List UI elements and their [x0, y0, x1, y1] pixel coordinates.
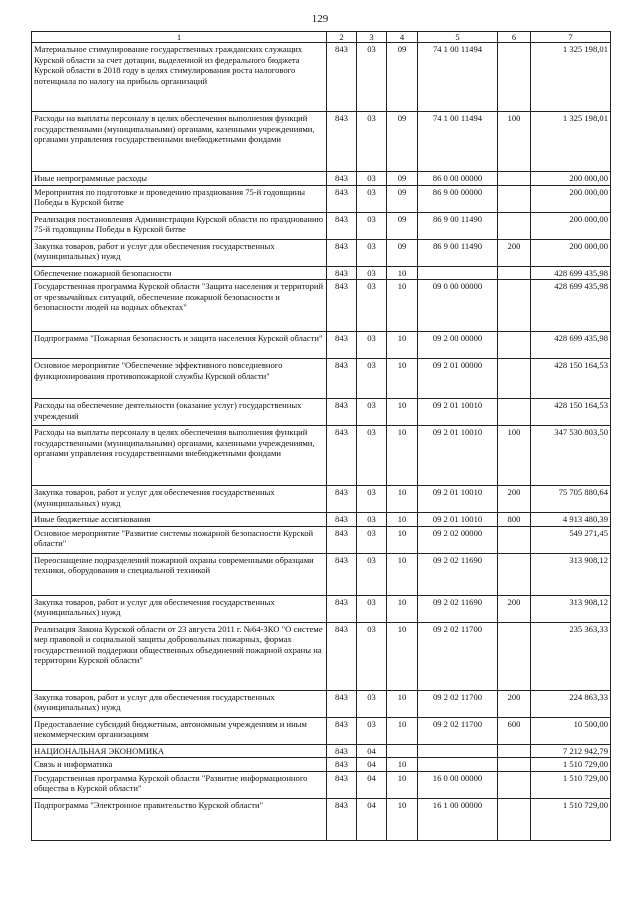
table-row — [32, 758, 611, 771]
row-amount: 428 699 435,98 — [531, 332, 611, 359]
row-amount: 224 863,33 — [531, 690, 611, 717]
table-row — [32, 513, 611, 526]
table-row — [32, 717, 611, 744]
row-expense-type — [498, 399, 531, 426]
row-target-article: 09 2 02 11700 — [418, 690, 498, 717]
table-row — [32, 112, 611, 172]
row-section-code: 04 — [357, 744, 387, 757]
row-section-code: 03 — [357, 212, 387, 239]
row-name: Подпрограмма "Электронное правительство Курской области" — [32, 798, 327, 840]
row-target-article: 09 2 01 10010 — [418, 513, 498, 526]
row-subsection-code: 10 — [387, 513, 418, 526]
row-grbs-code: 843 — [327, 332, 357, 359]
row-amount: 428 699 435,98 — [531, 266, 611, 279]
row-amount: 75 705 880,64 — [531, 486, 611, 513]
row-expense-type — [498, 526, 531, 553]
row-amount: 200 000,00 — [531, 185, 611, 212]
row-grbs-code: 843 — [327, 690, 357, 717]
row-expense-type: 200 — [498, 239, 531, 266]
row-expense-type — [498, 212, 531, 239]
row-subsection-code: 10 — [387, 399, 418, 426]
row-section-code: 03 — [357, 526, 387, 553]
table-row — [32, 172, 611, 185]
row-target-article: 74 1 00 11494 — [418, 112, 498, 172]
row-name: Подпрограмма "Пожарная безопасность и защита населения Курской области" — [32, 332, 327, 359]
row-name: Основное мероприятие "Развитие системы пожарной безопасности Курской области" — [32, 526, 327, 553]
page-number: 129 — [311, 13, 329, 25]
row-amount: 7 212 942,79 — [531, 744, 611, 757]
row-subsection-code: 10 — [387, 798, 418, 840]
row-amount: 428 150 164,53 — [531, 399, 611, 426]
row-grbs-code: 843 — [327, 486, 357, 513]
row-grbs-code: 843 — [327, 280, 357, 332]
row-target-article — [418, 744, 498, 757]
row-name: Расходы на обеспечение деятельности (оказание услуг) государственных учреждений — [32, 399, 327, 426]
table-row — [32, 212, 611, 239]
row-subsection-code: 10 — [387, 526, 418, 553]
row-amount: 1 510 729,00 — [531, 758, 611, 771]
row-target-article — [418, 266, 498, 279]
row-expense-type — [498, 622, 531, 690]
row-subsection-code: 10 — [387, 486, 418, 513]
row-section-code: 03 — [357, 553, 387, 595]
row-expense-type — [498, 43, 531, 112]
row-expense-type — [498, 798, 531, 840]
row-grbs-code: 843 — [327, 744, 357, 757]
row-target-article: 86 9 00 11490 — [418, 239, 498, 266]
row-name: Государственная программа Курской области "Защита населения и территорий от чрезвычайных ситуаций, обеспечение пожарной безопасности и безопасности людей на водных объектах" — [32, 280, 327, 332]
row-section-code: 03 — [357, 112, 387, 172]
table-row — [32, 744, 611, 757]
row-target-article: 16 0 00 00000 — [418, 771, 498, 798]
row-section-code: 03 — [357, 595, 387, 622]
row-section-code: 03 — [357, 359, 387, 399]
row-target-article: 09 2 01 10010 — [418, 486, 498, 513]
row-name: Мероприятия по подготовке и проведению празднования 75-й годовщины Победы в Курской битве — [32, 185, 327, 212]
row-expense-type — [498, 280, 531, 332]
row-grbs-code: 843 — [327, 717, 357, 744]
row-subsection-code: 09 — [387, 172, 418, 185]
row-section-code: 03 — [357, 513, 387, 526]
table-row — [32, 486, 611, 513]
table-row — [32, 185, 611, 212]
row-expense-type: 800 — [498, 513, 531, 526]
table-row — [32, 43, 611, 112]
row-section-code: 03 — [357, 185, 387, 212]
row-subsection-code: 10 — [387, 332, 418, 359]
row-amount: 313 908,12 — [531, 595, 611, 622]
table-row — [32, 426, 611, 486]
row-amount: 1 510 729,00 — [531, 798, 611, 840]
row-expense-type: 600 — [498, 717, 531, 744]
row-section-code: 03 — [357, 426, 387, 486]
column-header: 1 — [32, 32, 327, 43]
row-subsection-code: 10 — [387, 426, 418, 486]
row-subsection-code: 10 — [387, 280, 418, 332]
table-row — [32, 771, 611, 798]
table-row — [32, 332, 611, 359]
row-target-article: 09 2 02 11700 — [418, 622, 498, 690]
row-expense-type — [498, 172, 531, 185]
row-target-article: 86 9 00 11490 — [418, 212, 498, 239]
row-expense-type: 100 — [498, 426, 531, 486]
row-expense-type — [498, 185, 531, 212]
row-section-code: 03 — [357, 399, 387, 426]
row-grbs-code: 843 — [327, 112, 357, 172]
column-header: 2 — [327, 32, 357, 43]
row-subsection-code: 09 — [387, 185, 418, 212]
row-amount: 1 510 729,00 — [531, 771, 611, 798]
row-amount: 10 500,00 — [531, 717, 611, 744]
table-row — [32, 553, 611, 595]
row-expense-type: 200 — [498, 690, 531, 717]
row-subsection-code: 10 — [387, 771, 418, 798]
table-row — [32, 359, 611, 399]
row-section-code: 03 — [357, 280, 387, 332]
row-subsection-code: 09 — [387, 43, 418, 112]
row-name: Закупка товаров, работ и услуг для обеспечения государственных (муниципальных) нужд — [32, 690, 327, 717]
row-name: Закупка товаров, работ и услуг для обеспечения государственных (муниципальных) нужд — [32, 486, 327, 513]
row-target-article: 09 2 02 00000 — [418, 526, 498, 553]
row-name: Закупка товаров, работ и услуг для обеспечения государственных (муниципальных) нужд — [32, 595, 327, 622]
row-grbs-code: 843 — [327, 266, 357, 279]
row-target-article: 09 2 02 11690 — [418, 595, 498, 622]
row-grbs-code: 843 — [327, 526, 357, 553]
row-name: Предоставление субсидий бюджетным, автономным учреждениям и иным некоммерческим организациям — [32, 717, 327, 744]
row-subsection-code: 10 — [387, 622, 418, 690]
row-expense-type: 100 — [498, 112, 531, 172]
row-grbs-code: 843 — [327, 359, 357, 399]
row-expense-type — [498, 758, 531, 771]
row-expense-type — [498, 359, 531, 399]
row-target-article: 16 1 00 00000 — [418, 798, 498, 840]
row-name: Обеспечение пожарной безопасности — [32, 266, 327, 279]
row-expense-type — [498, 332, 531, 359]
row-subsection-code: 10 — [387, 690, 418, 717]
row-target-article — [418, 758, 498, 771]
row-name: Связь и информатика — [32, 758, 327, 771]
table-row — [32, 239, 611, 266]
row-name: Иные непрограммные расходы — [32, 172, 327, 185]
row-grbs-code: 843 — [327, 172, 357, 185]
row-name: Реализация постановления Администрации Курской области по празднованию 75-й годовщины Победы в Курской битве — [32, 212, 327, 239]
row-grbs-code: 843 — [327, 426, 357, 486]
row-grbs-code: 843 — [327, 595, 357, 622]
row-target-article: 09 0 00 00000 — [418, 280, 498, 332]
row-expense-type — [498, 771, 531, 798]
row-name: Расходы на выплаты персоналу в целях обеспечения выполнения функций государственными (муниципальными) органами, казенными учреждениями, органами управления государственными внебюджетными фондами — [32, 112, 327, 172]
row-amount: 200 000,00 — [531, 172, 611, 185]
row-subsection-code: 10 — [387, 553, 418, 595]
row-target-article: 86 0 00 00000 — [418, 172, 498, 185]
table-row — [32, 595, 611, 622]
column-header: 7 — [531, 32, 611, 43]
row-section-code: 03 — [357, 622, 387, 690]
row-section-code: 03 — [357, 486, 387, 513]
column-header: 6 — [498, 32, 531, 43]
row-section-code: 03 — [357, 690, 387, 717]
table-row — [32, 399, 611, 426]
row-subsection-code: 09 — [387, 239, 418, 266]
row-name: Материальное стимулирование государственных гражданских служащих Курской области за счет дотации, выделенной из федерального бюджета Курской области в 2018 году в целях стимулирования роста налогового потенциала по налогу на прибыль организаций — [32, 43, 327, 112]
row-grbs-code: 843 — [327, 43, 357, 112]
row-subsection-code — [387, 744, 418, 757]
row-section-code: 04 — [357, 771, 387, 798]
table-row — [32, 690, 611, 717]
row-subsection-code: 10 — [387, 595, 418, 622]
row-name: НАЦИОНАЛЬНАЯ ЭКОНОМИКА — [32, 744, 327, 757]
budget-table — [31, 31, 611, 841]
row-section-code: 03 — [357, 266, 387, 279]
row-name: Переоснащение подразделений пожарной охраны современными образцами техники, оборудования и специальной техникой — [32, 553, 327, 595]
row-target-article: 09 2 01 10010 — [418, 399, 498, 426]
row-target-article: 09 2 01 00000 — [418, 359, 498, 399]
table-row — [32, 798, 611, 840]
row-section-code: 03 — [357, 717, 387, 744]
row-amount: 200 000,00 — [531, 239, 611, 266]
row-grbs-code: 843 — [327, 798, 357, 840]
row-amount: 347 530 803,50 — [531, 426, 611, 486]
column-header: 3 — [357, 32, 387, 43]
row-grbs-code: 843 — [327, 513, 357, 526]
row-grbs-code: 843 — [327, 553, 357, 595]
row-amount: 428 150 164,53 — [531, 359, 611, 399]
row-section-code: 04 — [357, 758, 387, 771]
table-row — [32, 266, 611, 279]
row-target-article: 09 2 02 11700 — [418, 717, 498, 744]
row-subsection-code: 10 — [387, 266, 418, 279]
row-target-article: 09 2 02 11690 — [418, 553, 498, 595]
row-name: Расходы на выплаты персоналу в целях обеспечения выполнения функций государственными (муниципальными) органами, казенными учреждениями, органами управления государственными внебюджетными фондами — [32, 426, 327, 486]
row-expense-type — [498, 553, 531, 595]
row-target-article: 09 2 00 00000 — [418, 332, 498, 359]
row-subsection-code: 09 — [387, 212, 418, 239]
row-amount: 313 908,12 — [531, 553, 611, 595]
row-grbs-code: 843 — [327, 771, 357, 798]
row-expense-type: 200 — [498, 486, 531, 513]
row-target-article: 74 1 00 11494 — [418, 43, 498, 112]
row-section-code: 03 — [357, 239, 387, 266]
row-amount: 428 699 435,98 — [531, 280, 611, 332]
row-target-article: 86 9 00 00000 — [418, 185, 498, 212]
column-number-row — [32, 32, 611, 43]
row-name: Закупка товаров, работ и услуг для обеспечения государственных (муниципальных) нужд — [32, 239, 327, 266]
row-expense-type — [498, 266, 531, 279]
row-subsection-code: 09 — [387, 112, 418, 172]
column-header: 5 — [418, 32, 498, 43]
row-amount: 4 913 480,39 — [531, 513, 611, 526]
row-expense-type — [498, 744, 531, 757]
row-subsection-code: 10 — [387, 758, 418, 771]
row-amount: 1 325 198,01 — [531, 112, 611, 172]
table-row — [32, 622, 611, 690]
row-target-article: 09 2 01 10010 — [418, 426, 498, 486]
row-expense-type: 200 — [498, 595, 531, 622]
row-grbs-code: 843 — [327, 622, 357, 690]
row-grbs-code: 843 — [327, 185, 357, 212]
table-row — [32, 526, 611, 553]
row-name: Государственная программа Курской области "Развитие информационного общества в Курской области" — [32, 771, 327, 798]
row-section-code: 03 — [357, 332, 387, 359]
column-header: 4 — [387, 32, 418, 43]
row-section-code: 04 — [357, 798, 387, 840]
row-section-code: 03 — [357, 172, 387, 185]
row-grbs-code: 843 — [327, 758, 357, 771]
row-name: Иные бюджетные ассигнования — [32, 513, 327, 526]
row-section-code: 03 — [357, 43, 387, 112]
row-amount: 235 363,33 — [531, 622, 611, 690]
table-row — [32, 280, 611, 332]
row-amount: 1 325 198,01 — [531, 43, 611, 112]
row-amount: 549 271,45 — [531, 526, 611, 553]
row-name: Реализация Закона Курской области от 23 августа 2011 г. №64-ЗКО "О системе мер правовой и социальной защиты добровольных пожарных, формах государственной поддержки общественных объединений пожарной охраны на территории Курской области" — [32, 622, 327, 690]
row-subsection-code: 10 — [387, 717, 418, 744]
row-subsection-code: 10 — [387, 359, 418, 399]
row-grbs-code: 843 — [327, 212, 357, 239]
row-grbs-code: 843 — [327, 239, 357, 266]
row-name: Основное мероприятие "Обеспечение эффективного повседневного функционирования противопожарной службы Курской области" — [32, 359, 327, 399]
row-grbs-code: 843 — [327, 399, 357, 426]
row-amount: 200 000,00 — [531, 212, 611, 239]
